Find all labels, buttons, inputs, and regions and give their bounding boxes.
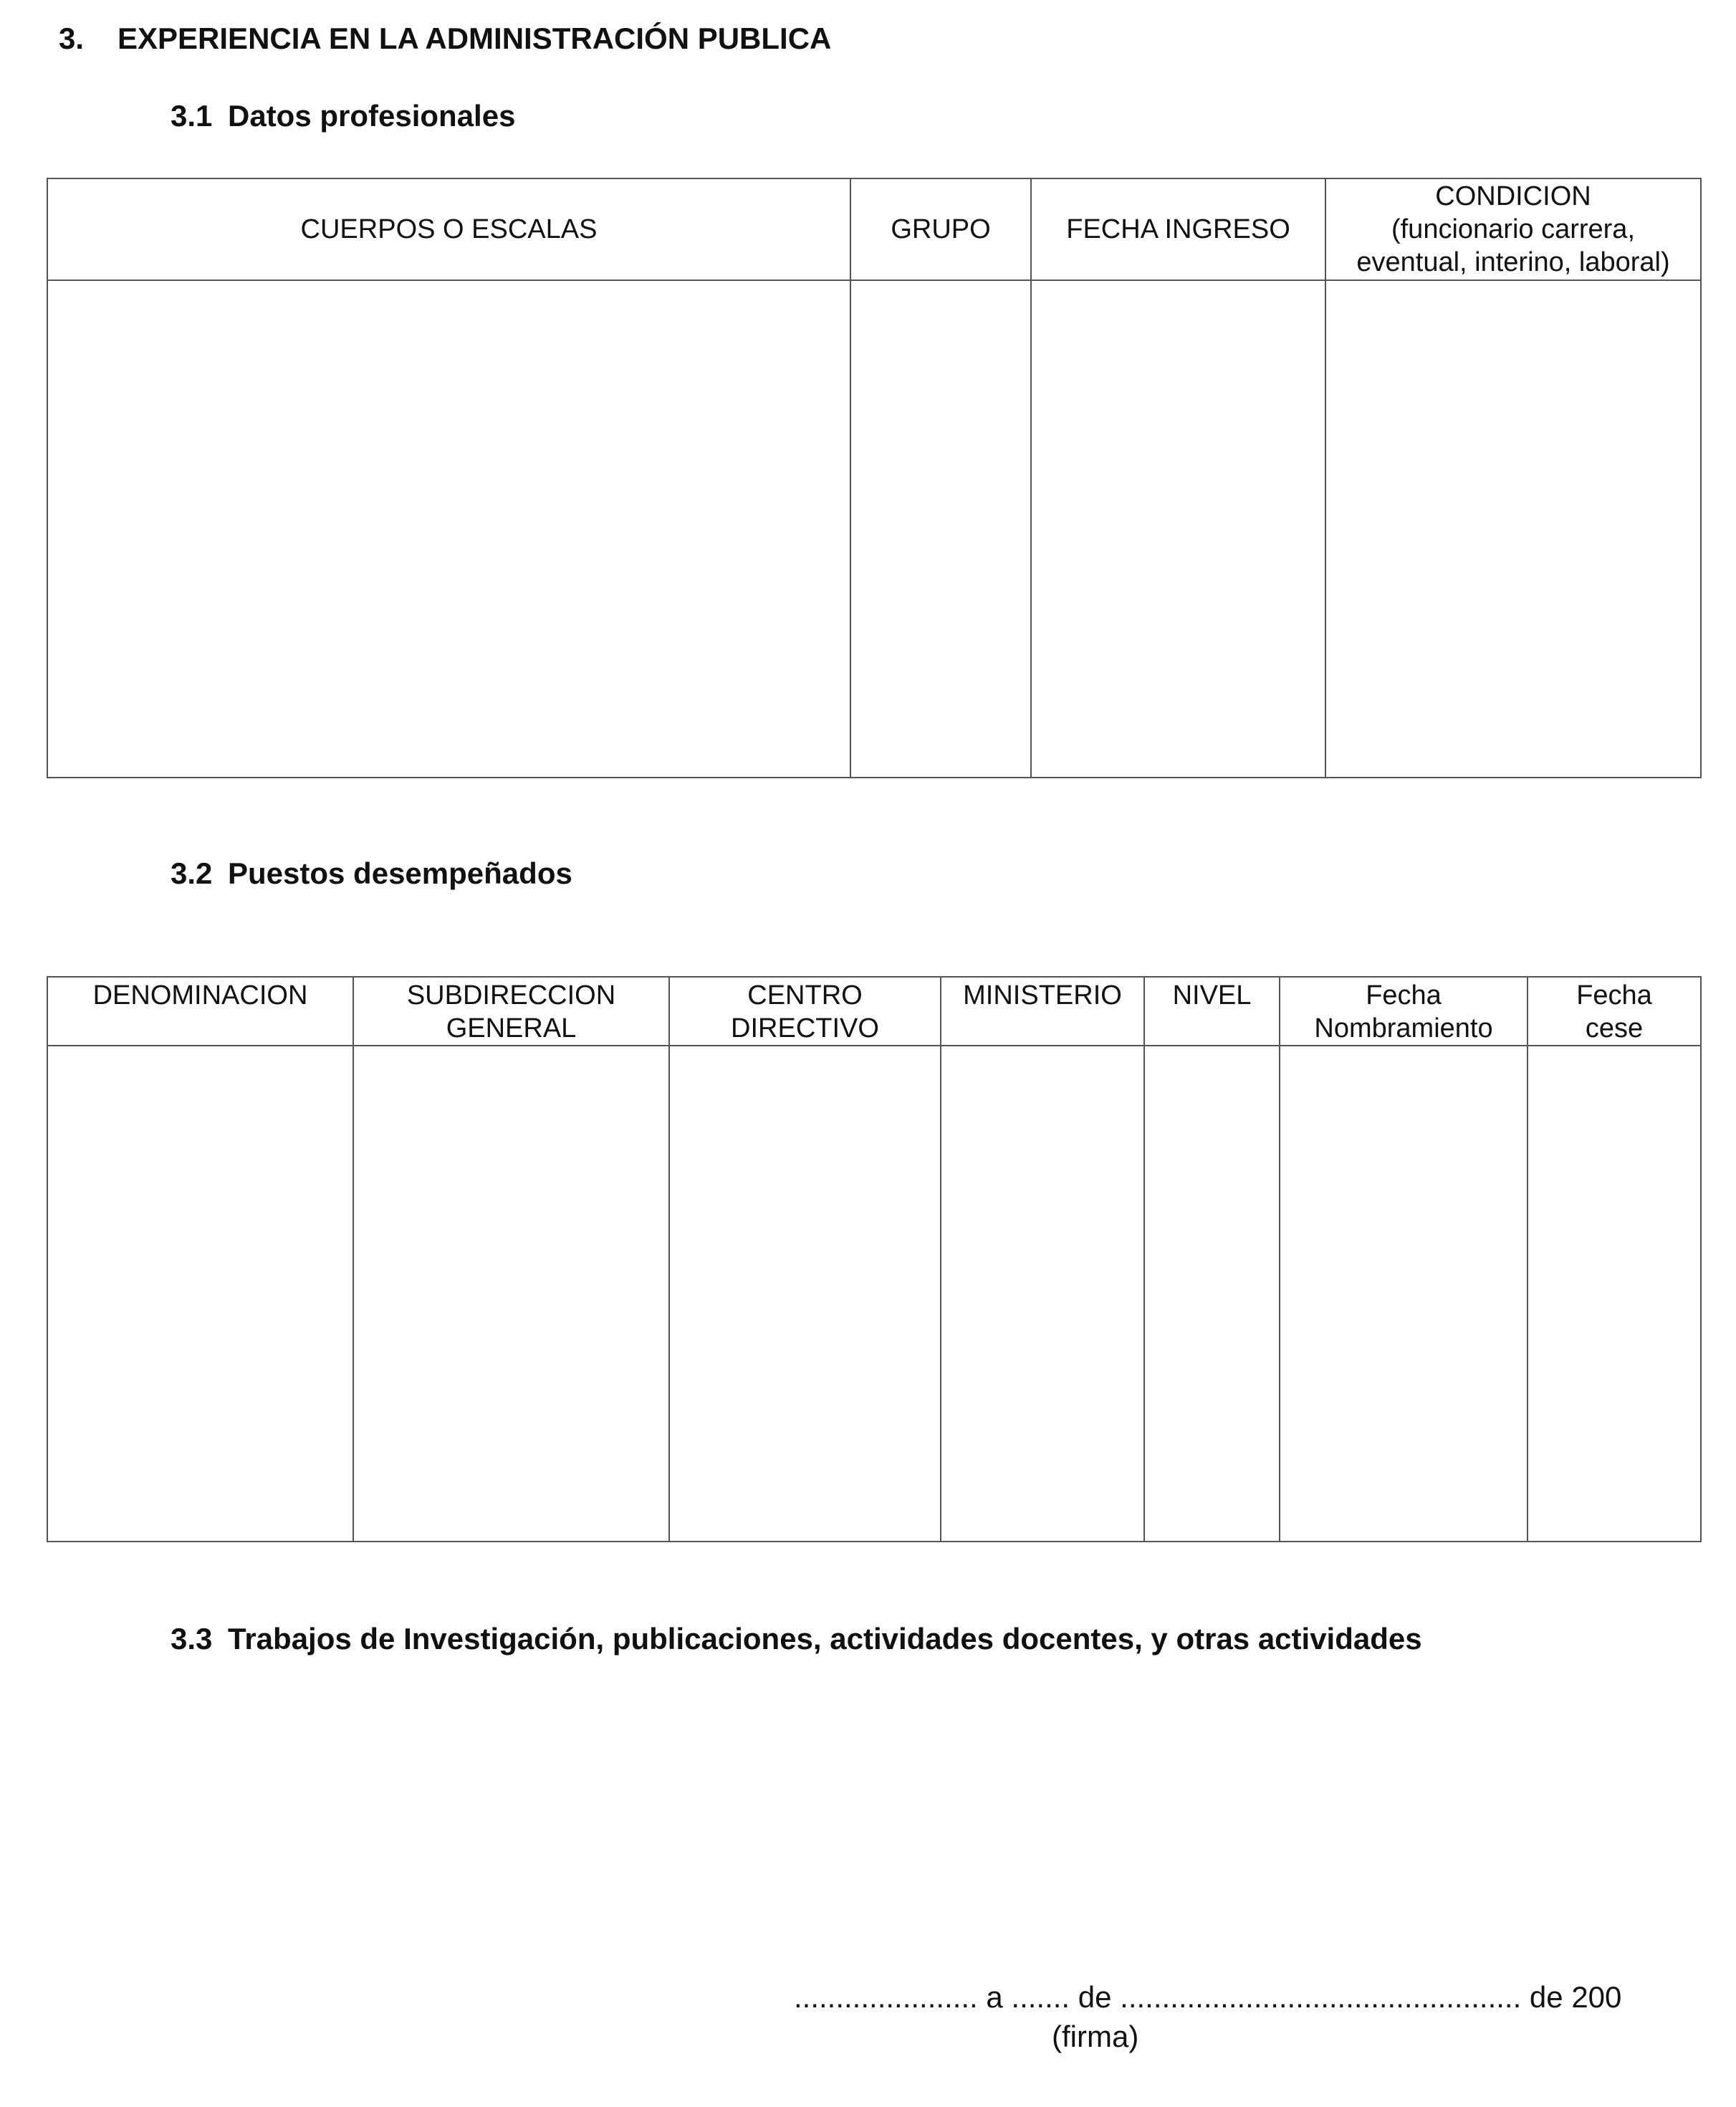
column-header-grupo: GRUPO <box>850 178 1031 280</box>
table-cell[interactable] <box>1325 280 1701 778</box>
table-cell[interactable] <box>1144 1046 1280 1542</box>
subsection-number: 3.1 <box>171 99 213 133</box>
header-line: NIVEL <box>1172 980 1252 1010</box>
table-header-row <box>47 977 1701 1046</box>
subsection-number: 3.3 <box>171 1622 213 1656</box>
subsection-heading-3-3 <box>171 1622 1422 1656</box>
table-cell[interactable] <box>353 1046 669 1542</box>
signature-date-line: ...................... a ....... de ................................................ de 200 <box>794 1980 1622 2014</box>
table-cell[interactable] <box>850 280 1031 778</box>
table-cell[interactable] <box>669 1046 941 1542</box>
table-cell[interactable] <box>1528 1046 1701 1542</box>
subsection-heading-3-1 <box>171 99 515 133</box>
positions-table <box>47 976 1702 1542</box>
header-line: eventual, interino, laboral) <box>1356 247 1670 277</box>
column-header-condicion <box>1325 178 1701 280</box>
column-header-nivel <box>1144 977 1280 1046</box>
header-line: CENTRO <box>747 980 863 1010</box>
column-header-ministerio <box>941 977 1144 1046</box>
signature-label: (firma) <box>1052 2020 1139 2053</box>
subsection-heading-3-2 <box>171 856 572 891</box>
table-cell[interactable] <box>1280 1046 1528 1542</box>
table-cell[interactable] <box>1031 280 1325 778</box>
header-line: Nombramiento <box>1314 1013 1493 1043</box>
column-header-fecha-ingreso: FECHA INGRESO <box>1031 178 1325 280</box>
table-cell[interactable] <box>47 280 850 778</box>
subsection-title: Trabajos de Investigación, publicaciones, actividades docentes, y otras actividades <box>228 1622 1422 1656</box>
table-header-row <box>47 178 1701 280</box>
column-header-subdireccion <box>353 977 669 1046</box>
header-line: SUBDIRECCION <box>406 980 616 1010</box>
header-line: DENOMINACION <box>92 980 308 1010</box>
column-header-denominacion <box>47 977 353 1046</box>
column-header-cuerpos: CUERPOS O ESCALAS <box>47 178 850 280</box>
subsection-title: Puestos desempeñados <box>228 856 572 890</box>
subsection-number: 3.2 <box>171 856 213 890</box>
section-number: 3. <box>59 22 85 55</box>
column-header-fecha-cese <box>1528 977 1701 1046</box>
professional-data-table <box>47 178 1702 778</box>
header-line: (funcionario carrera, <box>1391 214 1636 244</box>
header-line: Fecha <box>1576 980 1652 1010</box>
header-line: MINISTERIO <box>963 980 1122 1010</box>
header-line: GENERAL <box>446 1013 577 1043</box>
subsection-title: Datos profesionales <box>228 99 516 133</box>
section-heading <box>59 22 831 56</box>
header-line: CONDICION <box>1435 181 1591 211</box>
section-title: EXPERIENCIA EN LA ADMINISTRACIÓN PUBLICA <box>118 22 832 55</box>
header-line: Fecha <box>1366 980 1442 1010</box>
table-cell[interactable] <box>47 1046 353 1542</box>
header-line: DIRECTIVO <box>731 1013 879 1043</box>
table-row <box>47 1046 1701 1542</box>
header-line: cese <box>1585 1013 1644 1043</box>
column-header-centro <box>669 977 941 1046</box>
column-header-fecha-nombramiento <box>1280 977 1528 1046</box>
table-row <box>47 280 1701 778</box>
table-cell[interactable] <box>941 1046 1144 1542</box>
